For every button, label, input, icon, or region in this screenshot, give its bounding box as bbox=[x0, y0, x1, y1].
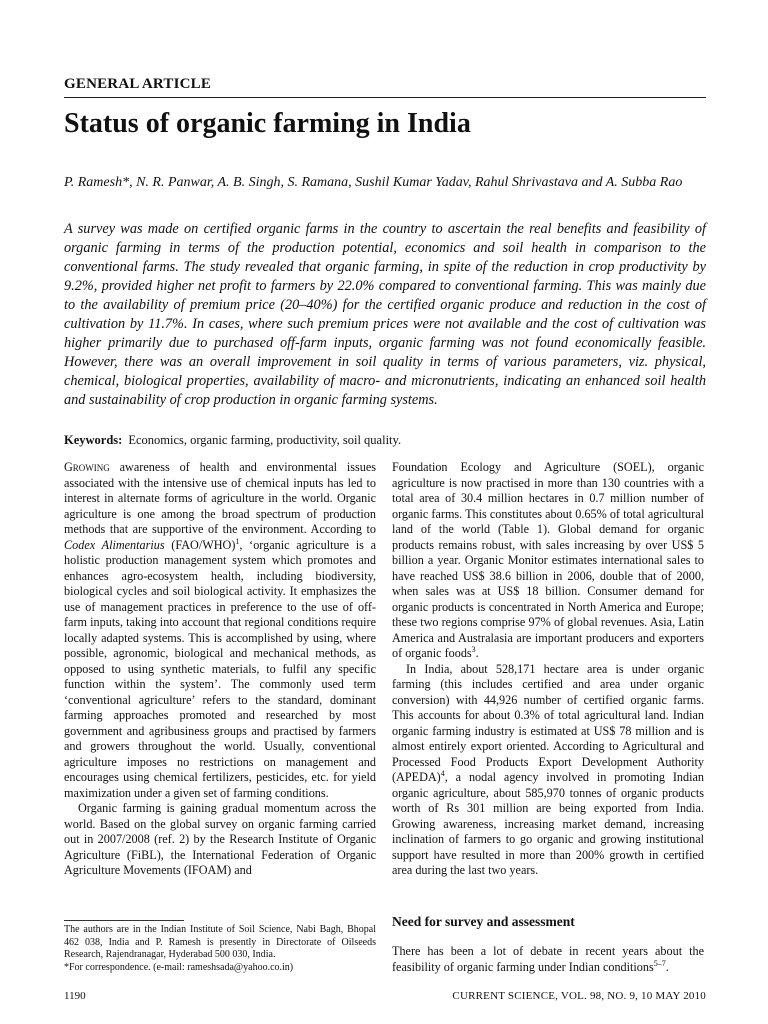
codex-term: Codex Alimentarius bbox=[64, 537, 165, 552]
section-heading: Need for survey and assessment bbox=[392, 914, 575, 929]
abstract: A survey was made on certified organic farms in the country to ascertain the real benefits and feasibility of organic farming in terms of the production potential, economics and soil health in comparison to the conventional farms. The study revealed that organic farming, in spite of the reduction in crop productivity by 9.2%, provided higher net profit to farmers by 22.0% compared to conventional farming. This was mainly due to the availability of premium price (20–40%) for the certified organic produce and reduction in the cost of cultivation by 11.7%. In cases, where such premium prices were not available and the cost of cultivation was higher primarily due to purchased off-farm inputs, organic farming was not found economically feasible. However, there was an overall improvement in soil quality in terms of various parameters, viz. physical, chemical, biological properties, availability of macro- and micronutrients, indicating an enhanced soil health and sustainability of crop production in organic farming systems. bbox=[64, 221, 706, 408]
dropcap-word: Growing bbox=[64, 460, 110, 474]
paragraph-2: Organic farming is gaining gradual momentum across the world. Based on the global survey on organic farming carried out in 2007/2008 (ref. 2) by the Research Institute of Organic Agriculture (FiBL), the International Federation of Organic Agriculture Movements (IFOAM) and bbox=[64, 801, 376, 877]
citation-3: 3 bbox=[471, 644, 476, 654]
paragraph-1-text-a: awareness of health and environmental issues associated with the intensive use of chemical inputs has led to interest in alternate forms of agriculture in the world. Organic agriculture is one among the broad spectrum of production methods that are supportive of the environment. According to bbox=[64, 460, 376, 536]
paragraph-3 bbox=[392, 460, 704, 662]
paragraph-3-text-a: Foundation Ecology and Agriculture (SOEL), organic agriculture is now practised in more than 130 countries with a total area of 30.4 million hectares in 0.7 million number of organic farms. This constitutes about 0.65% of total agricultural land of the world (Table 1). Global demand for organic products remains robust, with sales increasing by over US$ 5 billion a year. Organic Monitor estimates international sales to have reached US$ 38.6 billion in 2006, double that of 2000, when sales was at US$ 18 billion. Consumer demand for organic products is concentrated in North America and Europe; these two regions comprise 97% of global revenues. Asia, Latin America and Australasia are important producers and exporters of organic foods bbox=[392, 460, 704, 660]
paragraph-1-text-b: (FAO/WHO) bbox=[164, 537, 236, 552]
paragraph-5 bbox=[392, 944, 704, 975]
left-column bbox=[64, 460, 376, 879]
right-column bbox=[392, 460, 704, 879]
keywords bbox=[64, 432, 706, 448]
footnote-rule bbox=[64, 920, 184, 921]
page-number: 1190 bbox=[64, 990, 86, 1002]
keywords-value: Economics, organic farming, productivity, soil quality. bbox=[128, 433, 402, 447]
paragraph-5-text-a: There has been a lot of debate in recent years about the feasibility of organic farming under Indian conditions bbox=[392, 944, 704, 974]
paragraph-4 bbox=[392, 662, 704, 879]
article-title: Status of organic farming in India bbox=[64, 108, 471, 139]
keywords-label: Keywords: bbox=[64, 433, 123, 447]
affiliation-note: The authors are in the Indian Institute of Soil Science, Nabi Bagh, Bhopal 462 038, India and P. Ramesh is presently in Directorate of Oilseeds Research, Rajendranagar, Hyderabad 500 030, India. bbox=[64, 924, 376, 960]
correspondence-note: *For correspondence. (e-mail: rameshsada@yahoo.co.in) bbox=[64, 961, 294, 973]
paragraph-5-text-b: . bbox=[665, 959, 669, 974]
right-column-continued bbox=[392, 944, 704, 975]
paragraph-1 bbox=[64, 460, 376, 801]
header-rule bbox=[64, 97, 706, 98]
journal-citation: CURRENT SCIENCE, VOL. 98, NO. 9, 10 MAY 2010 bbox=[452, 990, 706, 1002]
paragraph-1-text-c: , ‘organic agriculture is a holistic production management system which promotes and enhances agro-ecosystem health, including biodiversity, biological cycles and soil biological activity. It emphasizes the use of management practices in preference to the use of off-farm inputs, taking into account that regional conditions require locally adapted systems. This is accomplished by using, where possible, agronomic, biological and mechanical methods, as opposed to using synthetic materials, to fulfil any specific function within the system’. The commonly used term ‘conventional agriculture’ refers to the standard, dominant farming approaches promoted and researched by most government and agribusiness groups and practised by farmers and growers throughout the world. Usually, conventional agriculture imposes no restrictions on management and encourages using chemical fertilizers, pesticides, etc. for yield maximization under a given set of farming conditions. bbox=[64, 537, 376, 800]
author-list: P. Ramesh*, N. R. Panwar, A. B. Singh, S. Ramana, Sushil Kumar Yadav, Rahul Shrivastava and A. Subba Rao bbox=[64, 175, 683, 190]
citation-5-7: 5–7 bbox=[653, 958, 666, 968]
paragraph-4-text-b: , a nodal agency involved in promoting Indian organic agriculture, about 585,970 tonnes of organic products worth of Rs 301 million are being exported from India. Growing awareness, increasing market demand, increasing inclination of farmers to go organic and growing institutional support have resulted in more than 200% growth in certified area during the last two years. bbox=[392, 770, 704, 877]
paragraph-3-text-b: . bbox=[475, 646, 479, 660]
paragraph-4-text-a: In India, about 528,171 hectare area is under organic farming (this includes certified and area under organic conversion) with 44,926 number of certified organic farms. This accounts for about 0.3% of total agricultural land. Indian organic farming industry is estimated at US$ 78 million and is almost entirely export oriented. According to Agricultural and Processed Food Products Export Development Authority (APEDA) bbox=[392, 661, 704, 784]
footnote bbox=[64, 924, 376, 974]
section-label: GENERAL ARTICLE bbox=[64, 76, 212, 92]
citation-1: 1 bbox=[235, 536, 240, 546]
citation-4: 4 bbox=[440, 768, 445, 778]
